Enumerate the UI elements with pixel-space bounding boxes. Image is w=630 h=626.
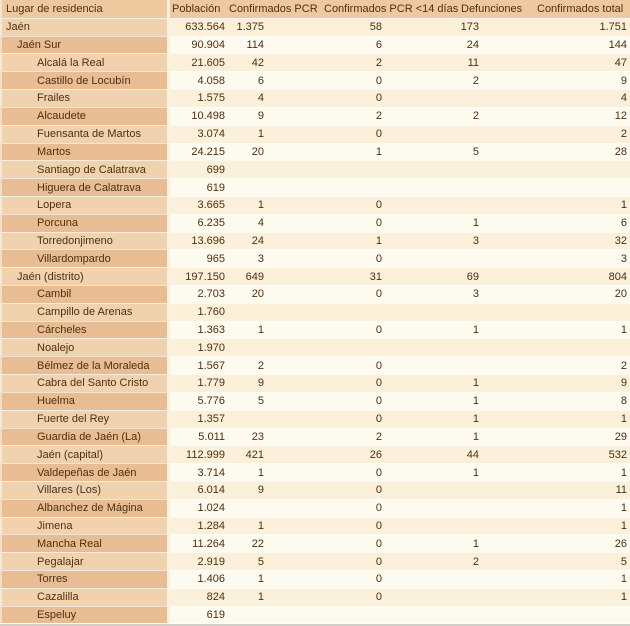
place-name-cell: Fuerte del Rey [0, 410, 170, 428]
confirmados-pcr-value-cell: 1 [227, 321, 322, 339]
place-name-cell: Alcaudete [0, 107, 170, 125]
poblacion-value-cell: 21.605 [170, 53, 227, 71]
place-name-cell: Pegalajar [0, 552, 170, 570]
place-name-cell: Mancha Real [0, 534, 170, 552]
defunciones-value-cell: 1 [459, 428, 535, 446]
confirmados-pcr-value-cell: 1 [227, 517, 322, 535]
confirmados-total-value-cell [535, 338, 630, 356]
confirmados-pcr-value-cell: 5 [227, 392, 322, 410]
confirmados-total-value-cell: 47 [535, 53, 630, 71]
poblacion-value-cell: 619 [170, 606, 227, 624]
poblacion-value-cell: 4.058 [170, 71, 227, 89]
confirmados-pcr-14-dias-value-cell [322, 338, 459, 356]
defunciones-value-cell: 44 [459, 445, 535, 463]
place-name-cell: Huelma [0, 392, 170, 410]
confirmados-pcr-value-cell: 4 [227, 214, 322, 232]
confirmados-pcr-value-cell: 649 [227, 267, 322, 285]
confirmados-pcr-value-cell: 2 [227, 356, 322, 374]
defunciones-value-cell [459, 125, 535, 143]
defunciones-value-cell: 2 [459, 71, 535, 89]
poblacion-value-cell: 197.150 [170, 267, 227, 285]
poblacion-value-cell: 1.284 [170, 517, 227, 535]
defunciones-value-cell [459, 160, 535, 178]
confirmados-pcr-14-dias-value-cell: 26 [322, 445, 459, 463]
table-row [0, 196, 630, 214]
place-name-cell: Jaén Sur [0, 36, 170, 54]
defunciones-value-cell [459, 481, 535, 499]
confirmados-pcr-14-dias-value-cell: 0 [322, 196, 459, 214]
table-row [0, 232, 630, 250]
confirmados-total-value-cell: 6 [535, 214, 630, 232]
confirmados-total-value-cell: 2 [535, 356, 630, 374]
place-name-cell: Jaén (distrito) [0, 267, 170, 285]
confirmados-pcr-14-dias-value-cell: 0 [322, 321, 459, 339]
table-row [0, 588, 630, 606]
defunciones-value-cell: 1 [459, 392, 535, 410]
confirmados-pcr-14-dias-value-cell: 0 [322, 214, 459, 232]
confirmados-total-value-cell: 9 [535, 374, 630, 392]
confirmados-pcr-14-dias-value-cell [322, 160, 459, 178]
confirmados-total-value-cell: 1 [535, 321, 630, 339]
table-row [0, 303, 630, 321]
table-row [0, 53, 630, 71]
confirmados-pcr-value-cell: 22 [227, 534, 322, 552]
confirmados-total-value-cell: 32 [535, 232, 630, 250]
table-row [0, 285, 630, 303]
table-row [0, 445, 630, 463]
confirmados-pcr-value-cell: 24 [227, 232, 322, 250]
confirmados-total-value-cell: 2 [535, 125, 630, 143]
confirmados-pcr-14-dias-value-cell: 1 [322, 143, 459, 161]
defunciones-value-cell: 1 [459, 534, 535, 552]
poblacion-value-cell: 6.014 [170, 481, 227, 499]
table-row [0, 178, 630, 196]
confirmados-total-value-cell: 26 [535, 534, 630, 552]
place-name-cell: Lopera [0, 196, 170, 214]
place-name-cell: Santiago de Calatrava [0, 160, 170, 178]
confirmados-total-value-cell: 1 [535, 196, 630, 214]
confirmados-total-value-cell: 1 [535, 410, 630, 428]
confirmados-pcr-14-dias-value-cell: 0 [322, 588, 459, 606]
place-name-cell: Torres [0, 570, 170, 588]
confirmados-pcr-14-dias-value-cell: 0 [322, 534, 459, 552]
confirmados-pcr-14-dias-value-cell: 0 [322, 392, 459, 410]
confirmados-pcr-value-cell: 1 [227, 570, 322, 588]
table-row [0, 321, 630, 339]
confirmados-pcr-value-cell: 5 [227, 552, 322, 570]
confirmados-total-value-cell [535, 606, 630, 624]
place-name-cell: Guardia de Jaén (La) [0, 428, 170, 446]
confirmados-total-value-cell: 20 [535, 285, 630, 303]
place-name-cell: Jimena [0, 517, 170, 535]
place-name-cell: Porcuna [0, 214, 170, 232]
confirmados-pcr-value-cell: 42 [227, 53, 322, 71]
poblacion-value-cell: 2.703 [170, 285, 227, 303]
poblacion-value-cell: 1.024 [170, 499, 227, 517]
poblacion-value-cell: 112.999 [170, 445, 227, 463]
defunciones-value-cell: 1 [459, 374, 535, 392]
confirmados-pcr-14-dias-value-cell: 0 [322, 410, 459, 428]
place-name-cell: Fuensanta de Martos [0, 125, 170, 143]
defunciones-value-cell: 2 [459, 552, 535, 570]
defunciones-value-cell: 24 [459, 36, 535, 54]
table-row [0, 606, 630, 624]
confirmados-pcr-value-cell [227, 178, 322, 196]
place-name-cell: Jaén (capital) [0, 445, 170, 463]
confirmados-pcr-value-cell: 20 [227, 285, 322, 303]
confirmados-pcr-14-dias-value-cell: 0 [322, 71, 459, 89]
confirmados-total-value-cell: 1 [535, 463, 630, 481]
defunciones-value-cell [459, 517, 535, 535]
confirmados-pcr-14-dias-value-cell: 2 [322, 107, 459, 125]
confirmados-pcr-value-cell [227, 303, 322, 321]
poblacion-value-cell: 3.074 [170, 125, 227, 143]
poblacion-value-cell: 619 [170, 178, 227, 196]
poblacion-value-cell: 10.498 [170, 107, 227, 125]
table-row [0, 570, 630, 588]
defunciones-value-cell [459, 356, 535, 374]
confirmados-pcr-value-cell: 421 [227, 445, 322, 463]
col-header-confirmados-pcr: Confirmados PCR [227, 0, 322, 18]
place-name-cell: Cárcheles [0, 321, 170, 339]
place-name-cell: Frailes [0, 89, 170, 107]
confirmados-pcr-value-cell: 3 [227, 249, 322, 267]
table-row [0, 71, 630, 89]
table-row [0, 552, 630, 570]
table-row [0, 499, 630, 517]
defunciones-value-cell: 1 [459, 410, 535, 428]
defunciones-value-cell [459, 570, 535, 588]
poblacion-value-cell: 13.696 [170, 232, 227, 250]
confirmados-total-value-cell: 5 [535, 552, 630, 570]
place-name-cell: Campillo de Arenas [0, 303, 170, 321]
poblacion-value-cell: 11.264 [170, 534, 227, 552]
confirmados-pcr-value-cell: 23 [227, 428, 322, 446]
table-row [0, 534, 630, 552]
confirmados-pcr-value-cell [227, 410, 322, 428]
table-row [0, 517, 630, 535]
table-body [0, 18, 630, 624]
poblacion-value-cell: 1.567 [170, 356, 227, 374]
poblacion-value-cell: 2.919 [170, 552, 227, 570]
defunciones-value-cell [459, 196, 535, 214]
place-name-cell: Jaén [0, 18, 170, 36]
col-header-confirmados-total: Confirmados total [535, 0, 630, 18]
place-name-cell: Castillo de Locubín [0, 71, 170, 89]
table-row [0, 214, 630, 232]
table-row [0, 160, 630, 178]
confirmados-pcr-14-dias-value-cell: 0 [322, 570, 459, 588]
poblacion-value-cell: 824 [170, 588, 227, 606]
confirmados-pcr-14-dias-value-cell: 2 [322, 53, 459, 71]
confirmados-total-value-cell: 1 [535, 570, 630, 588]
place-name-cell: Alcalá la Real [0, 53, 170, 71]
confirmados-pcr-14-dias-value-cell [322, 303, 459, 321]
defunciones-value-cell [459, 606, 535, 624]
confirmados-pcr-value-cell: 20 [227, 143, 322, 161]
poblacion-value-cell: 1.970 [170, 338, 227, 356]
place-name-cell: Cambil [0, 285, 170, 303]
poblacion-value-cell: 1.575 [170, 89, 227, 107]
confirmados-total-value-cell: 12 [535, 107, 630, 125]
poblacion-value-cell: 5.011 [170, 428, 227, 446]
place-name-cell: Villardompardo [0, 249, 170, 267]
confirmados-total-value-cell [535, 160, 630, 178]
poblacion-value-cell: 1.779 [170, 374, 227, 392]
confirmados-total-value-cell: 9 [535, 71, 630, 89]
confirmados-pcr-14-dias-value-cell: 0 [322, 374, 459, 392]
confirmados-pcr-14-dias-value-cell [322, 178, 459, 196]
confirmados-pcr-14-dias-value-cell: 31 [322, 267, 459, 285]
confirmados-pcr-value-cell [227, 338, 322, 356]
defunciones-value-cell: 11 [459, 53, 535, 71]
defunciones-value-cell: 5 [459, 143, 535, 161]
confirmados-total-value-cell [535, 303, 630, 321]
col-header-lugar-de-residencia: Lugar de residencia [0, 0, 170, 18]
confirmados-total-value-cell: 1 [535, 499, 630, 517]
defunciones-value-cell: 3 [459, 285, 535, 303]
confirmados-pcr-14-dias-value-cell: 0 [322, 499, 459, 517]
defunciones-value-cell: 3 [459, 232, 535, 250]
table-row [0, 36, 630, 54]
defunciones-value-cell: 173 [459, 18, 535, 36]
confirmados-total-value-cell: 804 [535, 267, 630, 285]
place-name-cell: Martos [0, 143, 170, 161]
header-row [0, 0, 630, 18]
defunciones-value-cell: 69 [459, 267, 535, 285]
confirmados-total-value-cell: 3 [535, 249, 630, 267]
confirmados-pcr-14-dias-value-cell: 0 [322, 463, 459, 481]
poblacion-value-cell: 3.665 [170, 196, 227, 214]
confirmados-total-value-cell: 1 [535, 517, 630, 535]
defunciones-value-cell: 2 [459, 107, 535, 125]
confirmados-total-value-cell [535, 178, 630, 196]
confirmados-total-value-cell: 1 [535, 588, 630, 606]
confirmados-pcr-value-cell [227, 160, 322, 178]
poblacion-value-cell: 965 [170, 249, 227, 267]
confirmados-pcr-value-cell: 1 [227, 463, 322, 481]
confirmados-pcr-value-cell: 9 [227, 374, 322, 392]
confirmados-pcr-value-cell: 114 [227, 36, 322, 54]
place-name-cell: Bélmez de la Moraleda [0, 356, 170, 374]
table-row [0, 410, 630, 428]
confirmados-pcr-value-cell: 9 [227, 481, 322, 499]
confirmados-pcr-14-dias-value-cell: 58 [322, 18, 459, 36]
confirmados-pcr-14-dias-value-cell: 0 [322, 285, 459, 303]
defunciones-value-cell [459, 499, 535, 517]
confirmados-pcr-value-cell: 4 [227, 89, 322, 107]
table-row [0, 481, 630, 499]
confirmados-total-value-cell: 532 [535, 445, 630, 463]
confirmados-pcr-14-dias-value-cell: 0 [322, 89, 459, 107]
table-row [0, 125, 630, 143]
place-name-cell: Villares (Los) [0, 481, 170, 499]
poblacion-value-cell: 699 [170, 160, 227, 178]
poblacion-value-cell: 1.406 [170, 570, 227, 588]
defunciones-value-cell: 1 [459, 321, 535, 339]
confirmados-total-value-cell: 11 [535, 481, 630, 499]
poblacion-value-cell: 633.564 [170, 18, 227, 36]
table-row [0, 89, 630, 107]
col-header-poblacion: Población [170, 0, 227, 18]
table-row [0, 392, 630, 410]
defunciones-value-cell: 1 [459, 214, 535, 232]
poblacion-value-cell: 5.776 [170, 392, 227, 410]
table-row [0, 18, 630, 36]
confirmados-total-value-cell: 8 [535, 392, 630, 410]
defunciones-value-cell [459, 303, 535, 321]
place-name-cell: Espeluy [0, 606, 170, 624]
poblacion-value-cell: 3.714 [170, 463, 227, 481]
confirmados-pcr-value-cell: 1 [227, 125, 322, 143]
table-row [0, 356, 630, 374]
confirmados-total-value-cell: 28 [535, 143, 630, 161]
confirmados-pcr-value-cell [227, 606, 322, 624]
confirmados-pcr-14-dias-value-cell: 0 [322, 125, 459, 143]
table-row [0, 428, 630, 446]
confirmados-total-value-cell: 29 [535, 428, 630, 446]
confirmados-total-value-cell: 144 [535, 36, 630, 54]
poblacion-value-cell: 6.235 [170, 214, 227, 232]
col-header-defunciones: Defunciones [459, 0, 535, 18]
confirmados-pcr-14-dias-value-cell: 6 [322, 36, 459, 54]
defunciones-value-cell [459, 338, 535, 356]
place-name-cell: Higuera de Calatrava [0, 178, 170, 196]
poblacion-value-cell: 24.215 [170, 143, 227, 161]
table-row [0, 249, 630, 267]
confirmados-pcr-value-cell: 1.375 [227, 18, 322, 36]
place-name-cell: Torredonjimeno [0, 232, 170, 250]
confirmados-pcr-14-dias-value-cell: 0 [322, 552, 459, 570]
col-header-confirmados-pcr-14-dias: Confirmados PCR <14 días [322, 0, 459, 18]
confirmados-pcr-14-dias-value-cell [322, 606, 459, 624]
confirmados-pcr-value-cell [227, 499, 322, 517]
place-name-cell: Valdepeñas de Jaén [0, 463, 170, 481]
table-row [0, 143, 630, 161]
defunciones-value-cell: 1 [459, 463, 535, 481]
confirmados-pcr-14-dias-value-cell: 0 [322, 481, 459, 499]
confirmados-pcr-value-cell: 6 [227, 71, 322, 89]
table-row [0, 267, 630, 285]
confirmados-pcr-value-cell: 9 [227, 107, 322, 125]
poblacion-value-cell: 1.357 [170, 410, 227, 428]
confirmados-pcr-value-cell: 1 [227, 588, 322, 606]
confirmados-pcr-14-dias-value-cell: 0 [322, 249, 459, 267]
confirmados-total-value-cell: 4 [535, 89, 630, 107]
confirmados-pcr-14-dias-value-cell: 1 [322, 232, 459, 250]
defunciones-value-cell [459, 249, 535, 267]
defunciones-value-cell [459, 89, 535, 107]
poblacion-value-cell: 90.904 [170, 36, 227, 54]
place-name-cell: Noalejo [0, 338, 170, 356]
table-row [0, 463, 630, 481]
confirmados-pcr-14-dias-value-cell: 0 [322, 356, 459, 374]
place-name-cell: Cabra del Santo Cristo [0, 374, 170, 392]
table-row [0, 338, 630, 356]
confirmados-total-value-cell: 1.751 [535, 18, 630, 36]
confirmados-pcr-14-dias-value-cell: 2 [322, 428, 459, 446]
table-row [0, 374, 630, 392]
confirmados-pcr-14-dias-value-cell: 0 [322, 517, 459, 535]
place-name-cell: Albanchez de Mágina [0, 499, 170, 517]
defunciones-value-cell [459, 588, 535, 606]
place-name-cell: Cazalilla [0, 588, 170, 606]
poblacion-value-cell: 1.760 [170, 303, 227, 321]
confirmados-pcr-value-cell: 1 [227, 196, 322, 214]
poblacion-value-cell: 1.363 [170, 321, 227, 339]
table-header [0, 0, 630, 18]
defunciones-value-cell [459, 178, 535, 196]
table-row [0, 107, 630, 125]
